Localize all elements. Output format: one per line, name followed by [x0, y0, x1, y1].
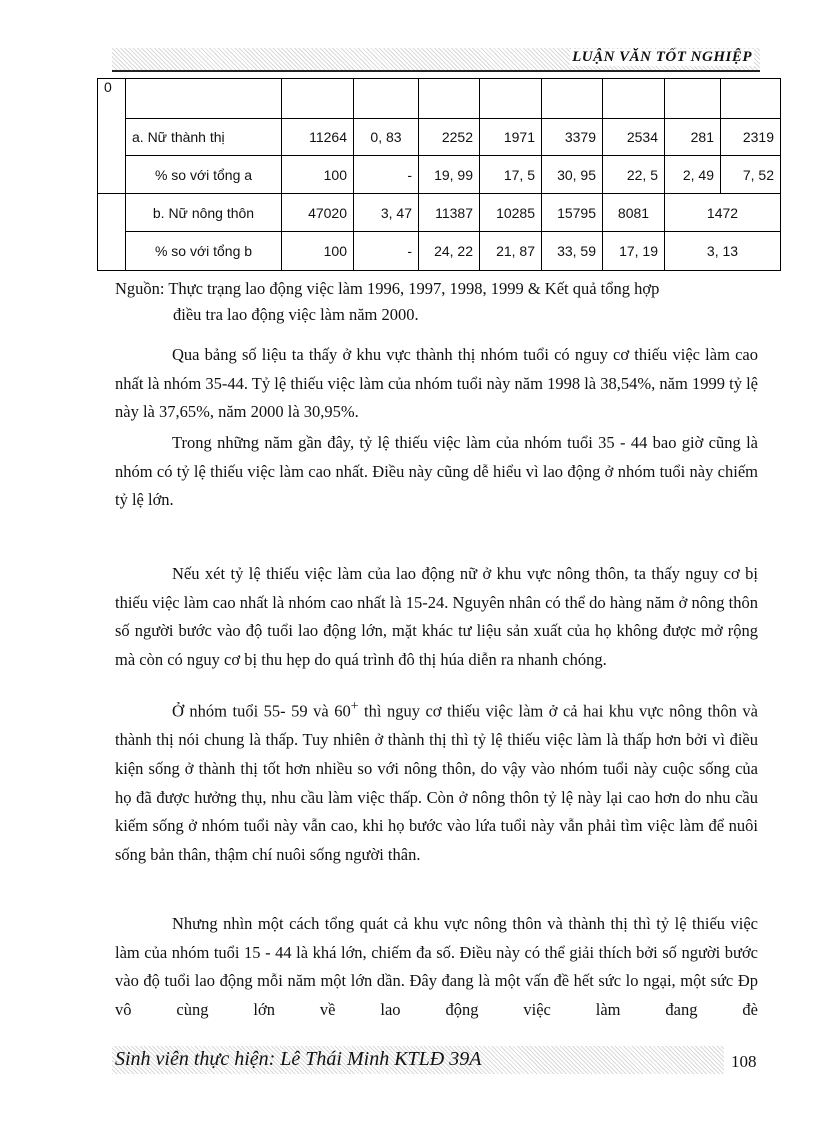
table-cell: 7, 52 [721, 156, 781, 194]
table-cell: 17, 5 [480, 156, 542, 194]
table-cell: 33, 59 [542, 232, 603, 271]
paragraph-5: Nhưng nhìn một cách tổng quát cả khu vực nông thôn và thành thị thì tỷ lệ thiếu việc làm của nhóm tuổi 15 - 44 là khá lớn, chiếm đa số. Điều này có thể giải thích bởi số người bước vào độ tuổi lao động mỗi năm một lớn dần. Đây đang là một vấn đề hết sức lo ngại, một sức Đp vô cùng lớn về lao động việc làm đang đè [115, 914, 758, 1020]
paragraph-4 [115, 692, 758, 870]
table-cell: 1971 [480, 119, 542, 156]
table-cell: 281 [665, 119, 721, 156]
paragraph-4-rest: thì nguy cơ thiếu việc làm ở cả hai khu vực nông thôn và thành thị nói chung là thấp. Tuy nhiên ở thành thị thì tỷ lệ thiếu việc làm là thấp hơn bởi vì điều kiện sống ở thành thị tốt hơn nhiều so với nông thôn, do vậy vào nhóm tuổi này cuộc sống của họ đã được hưởng thụ, nhu cầu làm việc thấp. Còn ở nông thôn tỷ lệ này lại cao hơn do nhu cầu kiếm sống ở nhóm tuổi này vẫn cao, khi họ bước vào lứa tuổi này vẫn phải tìm việc làm để nuôi sống bản thân, thậm chí nuôi sống người thân. [115, 701, 758, 865]
table-row-label: % so với tổng a [126, 156, 282, 194]
table-cell: 0, 83 [354, 119, 419, 156]
table-cell: 2252 [419, 119, 480, 156]
table-cell: 22, 5 [603, 156, 665, 194]
superscript-plus: + [350, 698, 359, 713]
footer-author: Sinh viên thực hiện: Lê Thái Minh KTLĐ 39A [115, 1048, 482, 1070]
table-source-note [115, 276, 758, 328]
header-band [112, 48, 760, 72]
table-row-label: % so với tổng b [126, 232, 282, 271]
table-cell: 17, 19 [603, 232, 665, 271]
table-row-label: a. Nữ thành thị [126, 119, 282, 156]
table-cell: 2534 [603, 119, 665, 156]
table-cell: 8081 [603, 194, 665, 232]
paragraph-1: Qua bảng số liệu ta thấy ở khu vực thành thị nhóm tuổi có nguy cơ thiếu việc làm cao nhất là nhóm 35-44. Tỷ lệ thiếu việc làm của nhóm tuổi này năm 1998 là 38,54%, năm 1999 tỷ lệ này là 37,65%, năm 2000 là 30,95%. [115, 345, 758, 422]
table-cell: 24, 22 [419, 232, 480, 271]
table-row [98, 232, 781, 271]
table-cell: 19, 99 [419, 156, 480, 194]
table-cell: - [354, 232, 419, 271]
table-cell-empty [98, 194, 126, 271]
table-cell: 11264 [282, 119, 354, 156]
table-cell-merged: 1472 [665, 194, 781, 232]
table-cell: 30, 95 [542, 156, 603, 194]
statistics-table [97, 78, 781, 271]
source-line-1: Nguồn: Thực trạng lao động việc làm 1996, 1997, 1998, 1999 & Kết quả tổng hợp [115, 279, 660, 298]
paragraph-3: Nếu xét tỷ lệ thiếu việc làm của lao động nữ ở khu vực nông thôn, ta thấy nguy cơ bị thiếu việc làm cao nhất là nhóm cao nhất là 15-24. Nguyên nhân có thể do hàng năm ở nông thôn số người bước vào độ tuổi lao động lớn, mặt khác tư liệu sản xuất của họ không được mở rộng mà còn có nguy cơ bị thu hẹp do quá trình đô thị húa diễn ra nhanh chóng. [115, 564, 758, 670]
page-number: 108 [731, 1052, 757, 1071]
source-line-2: điều tra lao động việc làm năm 2000. [173, 305, 419, 324]
paragraph-2: Trong những năm gần đây, tỷ lệ thiếu việc làm của nhóm tuổi 35 - 44 bao giờ cũng là nhóm có tỷ lệ thiếu việc làm cao nhất. Điều này cũng dễ hiểu vì lao động ở nhóm tuổi này chiếm tỷ lệ lớn. [115, 433, 758, 510]
table-cell: 10285 [480, 194, 542, 232]
table-cell: 3, 47 [354, 194, 419, 232]
table-cell: 11387 [419, 194, 480, 232]
table-row-header-empty [98, 79, 781, 119]
table-cell-merged: 3, 13 [665, 232, 781, 271]
table-cell: 100 [282, 156, 354, 194]
table-row [98, 194, 781, 232]
table-row [98, 156, 781, 194]
table-cell: 21, 87 [480, 232, 542, 271]
table-cell: 100 [282, 232, 354, 271]
table-cell: 47020 [282, 194, 354, 232]
table-cell: 2, 49 [665, 156, 721, 194]
table-cell: 3379 [542, 119, 603, 156]
table-row-label: b. Nữ nông thôn [126, 194, 282, 232]
table-cell: 15795 [542, 194, 603, 232]
table-cell: - [354, 156, 419, 194]
running-header-title: LUẬN VĂN TỐT NGHIỆP [572, 49, 752, 65]
table-cell-group: 0 [98, 79, 126, 194]
paragraph-4-start: Ở nhóm tuổi 55- 59 và 60 [172, 701, 351, 721]
table-cell: 2319 [721, 119, 781, 156]
table-row [98, 119, 781, 156]
